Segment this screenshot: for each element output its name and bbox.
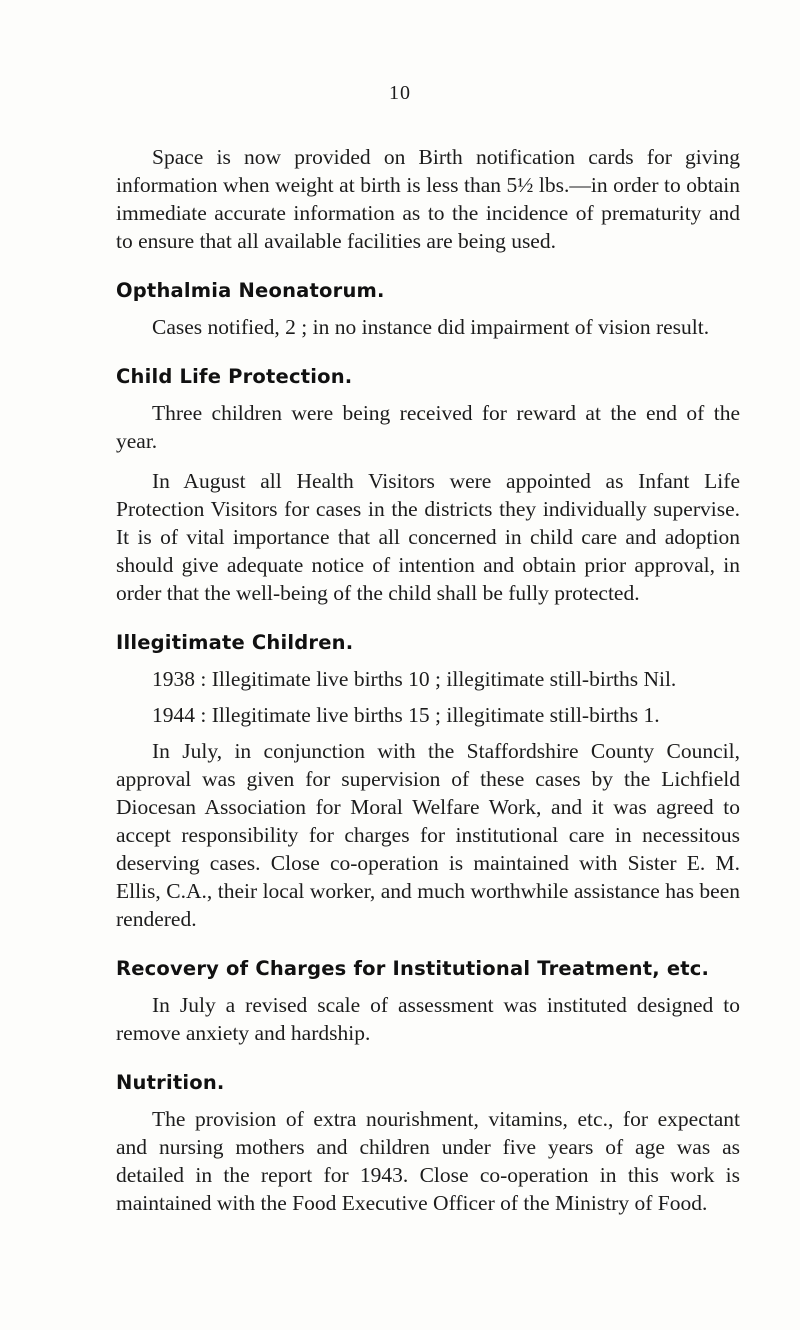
child-life-paragraph-1: Three children were being received for reward at the end of the year.: [116, 401, 740, 453]
opthalmia-paragraph: Cases notified, 2 ; in no instance did impairment of vision result.: [152, 315, 710, 339]
document-body: [116, 143, 740, 1217]
illegitimate-1944-line: 1944 : Illegitimate live births 15 ; illegitimate still-births 1.: [152, 703, 660, 727]
opthalmia-heading: Opthalmia Neonatorum.: [116, 279, 385, 302]
nutrition-heading: Nutrition.: [116, 1071, 225, 1094]
page-number: 10: [389, 82, 411, 104]
illegitimate-paragraph: In July, in conjunction with the Staffordshire County Council, approval was given for supervision of these cases by the Lichfield Diocesan Association for Moral Welfare Work, and it was agreed to accept responsibility for charges for institutional care in necessitous deserving cases. Close co-operation is maintained with Sister E. M. Ellis, C.A., their local worker, and much worthwhile assistance has been rendered.: [116, 739, 740, 931]
intro-paragraph: Space is now provided on Birth notification cards for giving information when weight at birth is less than 5½ lbs.—in order to obtain immediate accurate information as to the incidence of prematurity and to ensure that all available facilities are being used.: [116, 145, 740, 253]
recovery-paragraph: In July a revised scale of assessment was instituted designed to remove anxiety and hardship.: [116, 993, 740, 1045]
child-life-paragraph-2: In August all Health Visitors were appointed as Infant Life Protection Visitors for cases in the districts they individually supervise. It is of vital importance that all concerned in child care and adoption should give adequate notice of intention and obtain prior approval, in order that the well-being of the child shall be fully protected.: [116, 469, 740, 605]
nutrition-paragraph: The provision of extra nourishment, vitamins, etc., for expectant and nursing mothers and children under five years of age was as detailed in the report for 1943. Close co-operation in this work is maintained with the Food Executive Officer of the Ministry of Food.: [116, 1107, 740, 1215]
illegitimate-1938-line: 1938 : Illegitimate live births 10 ; illegitimate still-births Nil.: [152, 667, 677, 691]
recovery-heading: Recovery of Charges for Institutional Treatment, etc.: [116, 957, 710, 980]
child-life-heading: Child Life Protection.: [116, 365, 353, 388]
illegitimate-heading: Illegitimate Children.: [116, 631, 354, 654]
